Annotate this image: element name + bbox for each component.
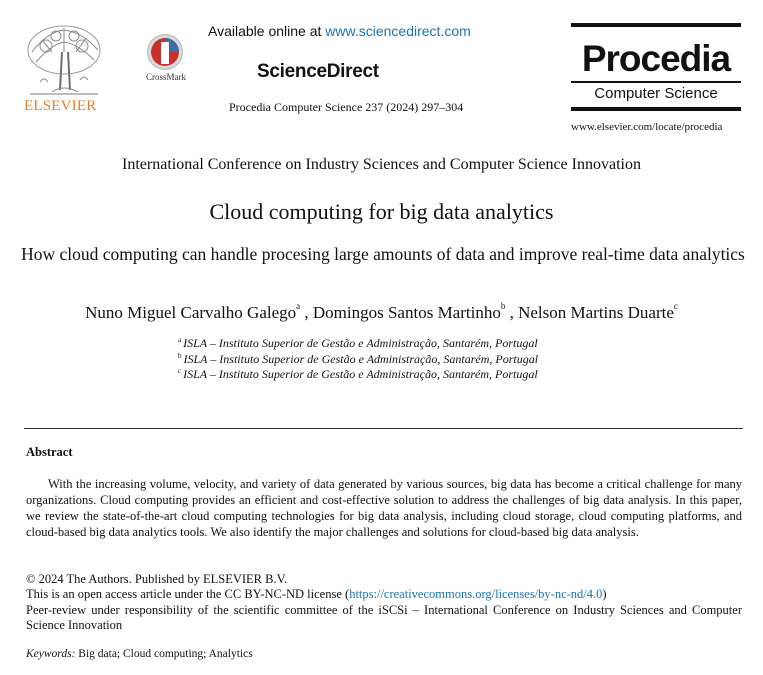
- author-mark: b: [500, 301, 506, 311]
- paper-subtitle: How cloud computing can handle procesing large amounts of data and improve real-time data analytics: [21, 244, 745, 264]
- affiliation-mark: a: [178, 336, 182, 344]
- license-line: [26, 587, 742, 602]
- affiliation-mark: c: [178, 367, 182, 375]
- affiliation-text: ISLA – Instituto Superior de Gestão e Administração, Santarém, Portugal: [183, 352, 539, 366]
- peer-review-statement: Peer-review under responsibility of the scientific committee of the iSCSi – International Conference on Industry Sciences and Computer Science Innovation: [26, 603, 742, 632]
- license-prefix: This is an open access article under the CC BY-NC-ND license (: [26, 587, 350, 601]
- author-name: Domingos Santos Martinho: [312, 303, 501, 322]
- affiliation-mark: b: [178, 352, 182, 360]
- available-prefix: Available online at: [208, 23, 322, 39]
- author-list: [0, 303, 763, 323]
- license-link[interactable]: https://creativecommons.org/licenses/by-nc-nd/4.0: [349, 587, 603, 601]
- copyright-line: © 2024 The Authors. Published by ELSEVIER B.V.: [26, 572, 288, 586]
- top-rule: [571, 23, 741, 27]
- abstract-text: With the increasing volume, velocity, and variety of data generated by various sources, big data has become a critical challenge for many organizations. Cloud computing provides an efficient and cost-effective solution to address the challenges of big data analysis. In this paper, we review the state-of-the-art cloud computing technologies for big data analysis, including cloud storage, cloud computing platforms, and cloud-based big data analytics tools. We also identify the major challenges and solutions for cloud-based big data analysis.: [26, 477, 742, 539]
- author-mark: c: [673, 301, 678, 311]
- crossmark-label: CrossMark: [146, 72, 186, 82]
- keywords-line: [26, 648, 253, 660]
- affiliation-a: [178, 336, 538, 351]
- author-separator: ,: [505, 303, 519, 322]
- elsevier-wordmark: ELSEVIER: [24, 98, 97, 114]
- sciencedirect-link[interactable]: www.sciencedirect.com: [325, 23, 471, 39]
- author-name: Nuno Miguel Carvalho Galego: [85, 303, 297, 322]
- abstract-heading: Abstract: [26, 445, 73, 459]
- author-separator: ,: [300, 303, 313, 322]
- crossmark-icon: [143, 32, 187, 72]
- procedia-journal-logo: [571, 23, 741, 120]
- keywords-list: Big data; Cloud computing; Analytics: [78, 648, 253, 660]
- available-online-line: [208, 23, 471, 39]
- tree-icon: [22, 22, 106, 100]
- journal-citation: Procedia Computer Science 237 (2024) 297–304: [229, 100, 464, 114]
- section-divider: [24, 428, 743, 429]
- affiliation-b: [178, 352, 538, 367]
- affiliation-c: [178, 367, 538, 382]
- middle-rule: [571, 81, 741, 83]
- bottom-rule: [571, 107, 741, 111]
- journal-url[interactable]: www.elsevier.com/locate/procedia: [571, 121, 723, 133]
- author-name: Nelson Martins Duarte: [518, 303, 674, 322]
- paper-title: Cloud computing for big data analytics: [209, 199, 554, 224]
- procedia-subtitle: Computer Science: [594, 85, 718, 102]
- conference-name: International Conference on Industry Sciences and Computer Science Innovation: [122, 156, 641, 173]
- procedia-wordmark: Procedia: [581, 38, 731, 79]
- sciencedirect-wordmark: ScienceDirect: [257, 61, 379, 82]
- affiliation-text: ISLA – Instituto Superior de Gestão e Administração, Santarém, Portugal: [183, 367, 538, 381]
- author-mark: a: [296, 301, 301, 311]
- license-suffix: ): [602, 587, 607, 601]
- keywords-label: Keywords:: [26, 648, 76, 660]
- affiliation-text: ISLA – Instituto Superior de Gestão e Administração, Santarém, Portugal: [183, 336, 538, 350]
